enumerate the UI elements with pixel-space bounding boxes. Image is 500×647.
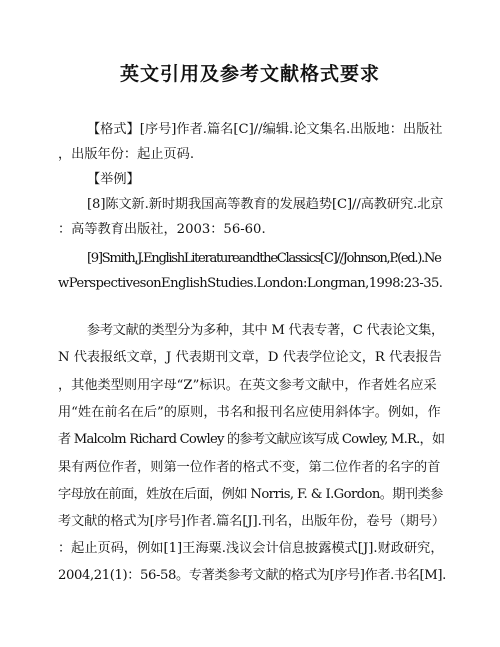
body-line-10: 2004,21(1)：56-58。专著类参考文献的格式为[序号]作者.书名[M]. (58, 568, 446, 583)
body-line-8: 考文献的格式为[序号]作者.篇名[J].刊名，出版年份，卷号（期号） (58, 514, 445, 529)
body-line-6: 果有两位作者，则第一位作者的格式不变，第二位作者的名字的首 (58, 460, 441, 475)
body-line-9: ：起止页码，例如[1]王海粟.浅议会计信息披露模式[J].财政研究， (58, 541, 444, 556)
reference-8-line-2: ：高等教育出版社，2003：56-60. (58, 222, 266, 237)
format-line-1: 【格式】[序号]作者.篇名[C]//编辑.论文集名.出版地：出版社 (87, 122, 443, 137)
body-line-5: 者 Malcolm Richard Cowley 的参考文献应该写成 Cowley, M.R.，如 (58, 432, 445, 447)
body-line-3: ，其他类型则用字母“Z”标识。在英文参考文献中，作者姓名应采 (58, 378, 437, 393)
body-line-7: 字母放在前面，姓放在后面，例如 Norris, F. & I.Gordon。期刊类参 (58, 487, 443, 502)
format-line-2: ，出版年份：起止页码. (58, 147, 195, 162)
reference-9-line-1: [9]Smith,J.EnglishLiteratureandtheClassics[C]//Johnson,P.(ed.).Ne (87, 251, 441, 266)
page-title: 英文引用及参考文献格式要求 (119, 63, 380, 85)
example-label: 【举例】 (87, 172, 140, 187)
body-line-1: 参考文献的类型分为多种，其中 M 代表专著，C 代表论文集， (87, 323, 444, 338)
reference-9-line-2: wPerspectivesonEnglishStudies.London:Longman,1998:23-35. (58, 276, 443, 291)
body-line-4: 用“姓在前名在后”的原则，书名和报刊名应使用斜体字。例如，作 (58, 405, 441, 420)
body-line-2: N 代表报纸文章，J 代表期刊文章，D 代表学位论文，R 代表报告 (58, 350, 442, 365)
reference-8-line-1: [8]陈文新.新时期我国高等教育的发展趋势[C]//高教研究.北京 (87, 197, 444, 212)
